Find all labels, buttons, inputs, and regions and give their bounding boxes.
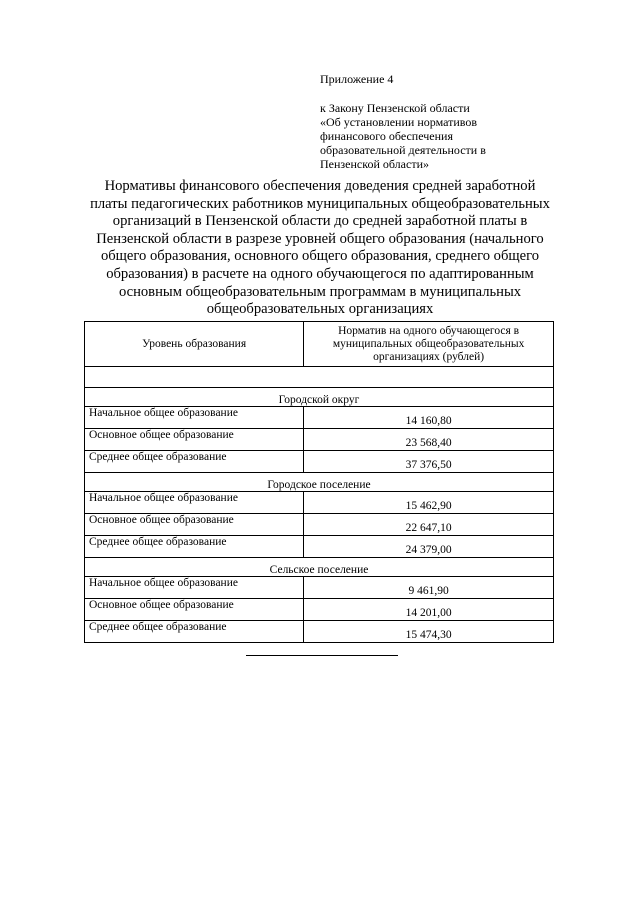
appendix-line: «Об установлении нормативов: [320, 115, 478, 129]
header-norm-line: муниципальных общеобразовательных: [332, 337, 525, 350]
table-row: [85, 621, 554, 643]
table-spacer-row: [85, 367, 554, 388]
row-value: 22 647,10: [304, 514, 554, 536]
title-line: платы педагогических работников муниципальных общеобразовательных: [90, 195, 550, 212]
row-value: 9 461,90: [304, 577, 554, 599]
appendix-block: [320, 72, 580, 171]
row-value: 24 379,00: [304, 536, 554, 558]
title-line: образования) в расчете на одного обучающегося по адаптированным: [106, 265, 534, 282]
title-line: Нормативы финансового обеспечения доведения средней заработной: [104, 178, 536, 194]
group-name: Городской округ: [85, 388, 554, 407]
row-level: Основное общее образование: [85, 599, 304, 621]
norms-table: [84, 321, 554, 643]
title-line: организаций в Пензенской области до средней заработной платы в: [112, 213, 528, 230]
row-value: 15 474,30: [304, 621, 554, 643]
group-row: [85, 388, 554, 407]
title-line: основным общеобразовательным программам в муниципальных: [118, 283, 522, 300]
appendix-gap: [320, 86, 580, 101]
document-title: [70, 178, 570, 319]
header-norm: [304, 322, 554, 367]
row-value: 37 376,50: [304, 451, 554, 473]
table-row: [85, 536, 554, 558]
header-level: Уровень образования: [85, 322, 304, 367]
spacer-cell: [85, 367, 554, 388]
row-level: Среднее общее образование: [85, 451, 304, 473]
table-row: [85, 599, 554, 621]
table-row: [85, 407, 554, 429]
appendix-line: Пензенской области»: [320, 157, 429, 171]
appendix-label: Приложение 4: [320, 72, 394, 86]
row-value: 23 568,40: [304, 429, 554, 451]
row-value: 14 201,00: [304, 599, 554, 621]
appendix-line: образовательной деятельности в: [320, 143, 486, 157]
group-row: [85, 473, 554, 492]
row-level: Среднее общее образование: [85, 536, 304, 558]
row-value: 14 160,80: [304, 407, 554, 429]
row-value: 15 462,90: [304, 492, 554, 514]
table-row: [85, 577, 554, 599]
row-level: Основное общее образование: [85, 429, 304, 451]
row-level: Начальное общее образование: [85, 407, 304, 429]
appendix-line: к Закону Пензенской области: [320, 101, 470, 115]
row-level: Начальное общее образование: [85, 492, 304, 514]
row-level: Среднее общее образование: [85, 621, 304, 643]
title-line: Пензенской области в разрезе уровней общего образования (начального: [96, 230, 544, 247]
row-level: Начальное общее образование: [85, 577, 304, 599]
table-header-row: [85, 322, 554, 367]
group-name: Городское поселение: [85, 473, 554, 492]
title-line: общего образования, основного общего образования, среднего общего: [100, 248, 540, 265]
header-norm-line: организациях (рублей): [373, 350, 485, 363]
table-row: [85, 492, 554, 514]
table-row: [85, 514, 554, 536]
header-norm-line: Норматив на одного обучающегося в: [338, 324, 520, 337]
appendix-line: финансового обеспечения: [320, 129, 453, 143]
group-row: [85, 558, 554, 577]
table-row: [85, 451, 554, 473]
title-line: общеобразовательных организациях: [206, 301, 434, 318]
group-name: Сельское поселение: [85, 558, 554, 577]
table-row: [85, 429, 554, 451]
row-level: Основное общее образование: [85, 514, 304, 536]
end-separator-line: [246, 655, 398, 656]
